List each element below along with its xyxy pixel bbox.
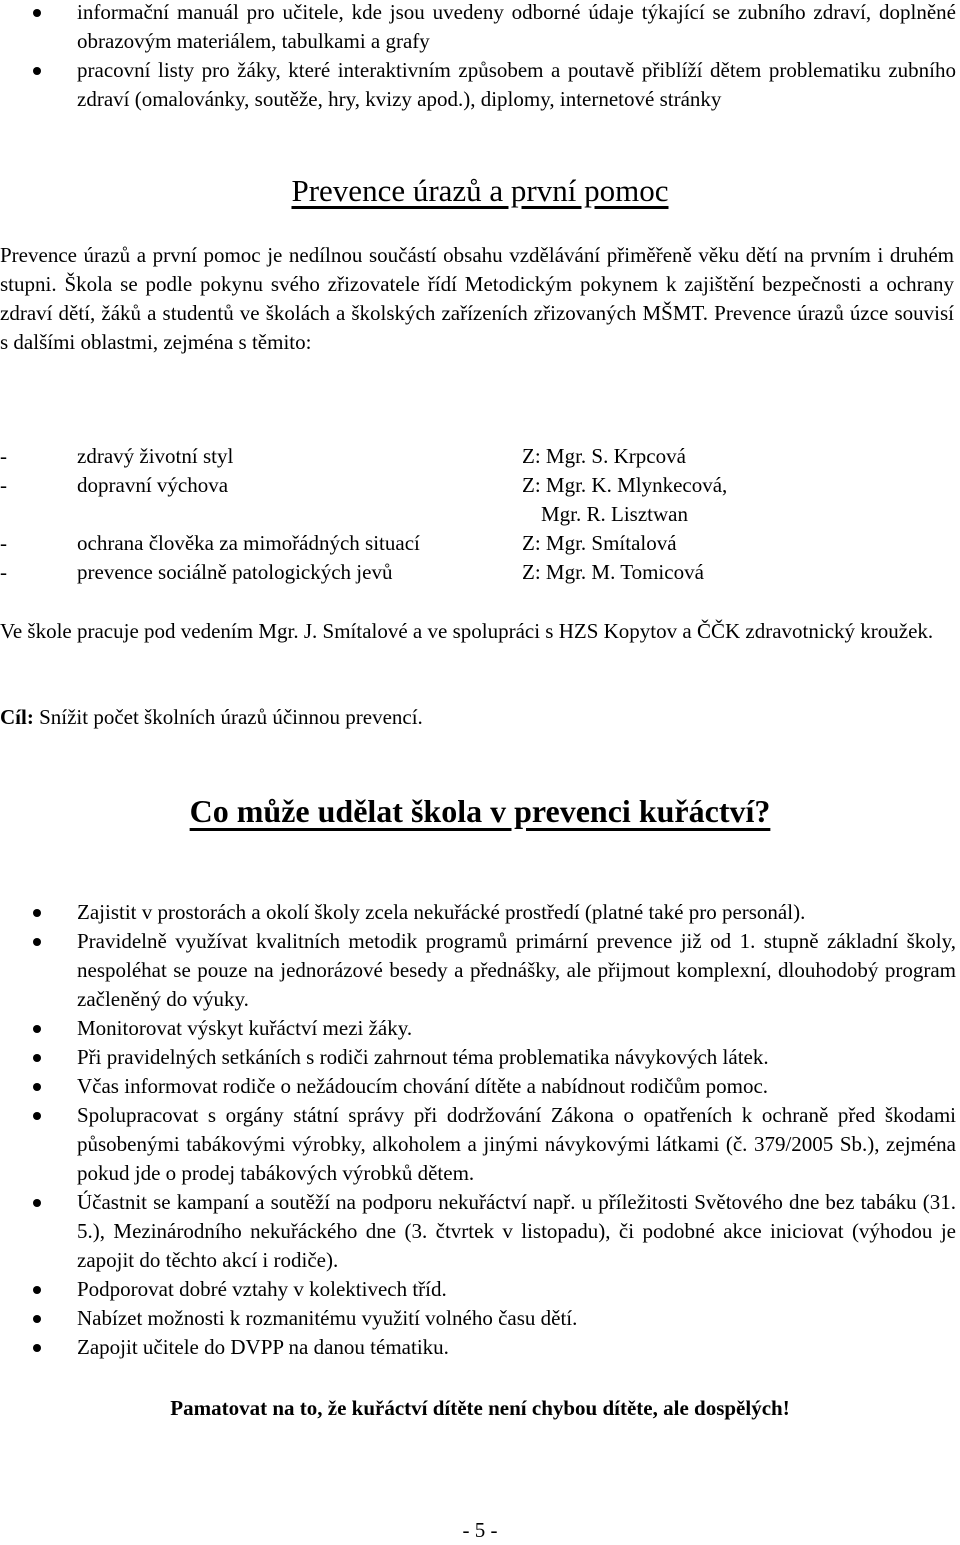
area-responsible: Mgr. R. Lisztwan xyxy=(541,502,688,526)
bullet-icon xyxy=(33,909,41,917)
list-item: Monitorovat výskyt kuřáctví mezi žáky. xyxy=(0,1014,960,1043)
list-item: Při pravidelných setkáních s rodiči zahrnout téma problematika návykových látek. xyxy=(0,1043,960,1072)
bullet-icon xyxy=(33,1025,41,1033)
bullet-icon xyxy=(33,1315,41,1323)
goal-statement xyxy=(0,703,954,732)
bullet-icon xyxy=(33,938,41,946)
related-areas-list xyxy=(0,442,960,587)
area-topic: prevence sociálně patologických jevů xyxy=(77,560,393,584)
area-responsible: Z: Mgr. S. Krpcová xyxy=(522,444,686,468)
list-item: informační manuál pro učitele, kde jsou uvedeny odborné údaje týkající se zubního zdraví, doplněné obrazovým materiálem, tabulkami a grafy xyxy=(0,0,960,56)
section-heading-injury-prevention: Prevence úrazů a první pomoc xyxy=(291,173,669,208)
area-responsible: Z: Mgr. K. Mlynkecová, xyxy=(522,473,728,497)
bullet-icon xyxy=(33,1199,41,1207)
list-item: Podporovat dobré vztahy v kolektivech tříd. xyxy=(0,1275,960,1304)
list-item: Včas informovat rodiče o nežádoucím chování dítěte a nabídnout rodičům pomoc. xyxy=(0,1072,960,1101)
area-row: - ochrana člověka za mimořádných situací Z: Mgr. Smítalová xyxy=(0,529,960,558)
area-row xyxy=(0,500,960,529)
list-item: pracovní listy pro žáky, které interaktivním způsobem a poutavě přiblíží dětem problematiku zubního zdraví (omalovánky, soutěže, hry, kvizy apod.), diplomy, internetové stránky xyxy=(0,56,960,114)
bullet-icon xyxy=(33,67,41,75)
club-note: Ve škole pracuje pod vedením Mgr. J. Smítalové a ve spolupráci s HZS Kopytov a ČČK zdravotnický kroužek. xyxy=(0,619,934,643)
area-row: - zdravý životní styl Z: Mgr. S. Krpcová xyxy=(0,442,960,471)
bullet-icon xyxy=(33,1112,41,1120)
bullet-icon xyxy=(33,1083,41,1091)
goal-label: Cíl: xyxy=(0,705,34,729)
materials-list xyxy=(0,0,960,114)
bullet-icon xyxy=(33,1344,41,1352)
list-item: Účastnit se kampaní a soutěží na podporu nekuřáctví např. u příležitosti Světového dne bez tabáku (31. 5.), Mezinárodního nekuřáckého dne (3. čtvrtek v listopadu), či podobné akce iniciovat (výhodou je zapojit do těchto akcí i rodiče). xyxy=(0,1188,960,1275)
area-responsible: Z: Mgr. Smítalová xyxy=(522,531,677,555)
area-topic: ochrana člověka za mimořádných situací xyxy=(77,531,420,555)
intro-paragraph: Prevence úrazů a první pomoc je nedílnou součástí obsahu vzdělávání přiměřeně věku dětí na prvním i druhém stupni. Škola se podle pokynu svého zřizovatele řídí Metodickým pokynem k zajištění bezpečnosti a ochrany zdraví dětí, žáků a studentů ve školách a školských zařízeních zřizovaných MŠMT. Prevence úrazů úzce souvisí s dalšími oblastmi, zejména s těmito: xyxy=(0,243,954,354)
closing-statement: Pamatovat na to, že kuřáctví dítěte není chybou dítěte, ale dospělých! xyxy=(170,1396,790,1420)
list-item: Zajistit v prostorách a okolí školy zcela nekuřácké prostředí (platné také pro personál). xyxy=(0,898,960,927)
list-item: Zapojit učitele do DVPP na danou tématiku. xyxy=(0,1333,960,1362)
bullet-icon xyxy=(33,1286,41,1294)
list-item: Nabízet možnosti k rozmanitému využití volného času dětí. xyxy=(0,1304,960,1333)
list-item: Spolupracovat s orgány státní správy při dodržování Zákona o opatřeních k ochraně před škodami působenými tabákovými výrobky, alkoholem a jinými návykovými látkami (č. 379/2005 Sb.), zejména pokud jde o prodej tabákových výrobků dětem. xyxy=(0,1101,960,1188)
section-heading-smoking-prevention: Co může udělat škola v prevenci kuřáctví? xyxy=(189,793,771,829)
page-number: - 5 - xyxy=(462,1518,498,1542)
goal-text: Snížit počet školních úrazů účinnou prevencí. xyxy=(33,705,423,729)
area-topic: dopravní výchova xyxy=(77,473,229,497)
area-row: - dopravní výchova Z: Mgr. K. Mlynkecová, xyxy=(0,471,960,500)
area-topic: zdravý životní styl xyxy=(77,444,234,468)
area-row: - prevence sociálně patologických jevů Z: Mgr. M. Tomicová xyxy=(0,558,960,587)
bullet-icon xyxy=(33,1054,41,1062)
bullet-icon xyxy=(33,9,41,17)
list-item: Pravidelně využívat kvalitních metodik programů primární prevence již od 1. stupně základní školy, nespoléhat se pouze na jednorázové besedy a přednášky, ale přijmout komplexní, dlouhodobý program začleněný do výuky. xyxy=(0,927,960,1014)
area-responsible: Z: Mgr. M. Tomicová xyxy=(522,560,704,584)
smoking-prevention-list xyxy=(0,898,960,1362)
